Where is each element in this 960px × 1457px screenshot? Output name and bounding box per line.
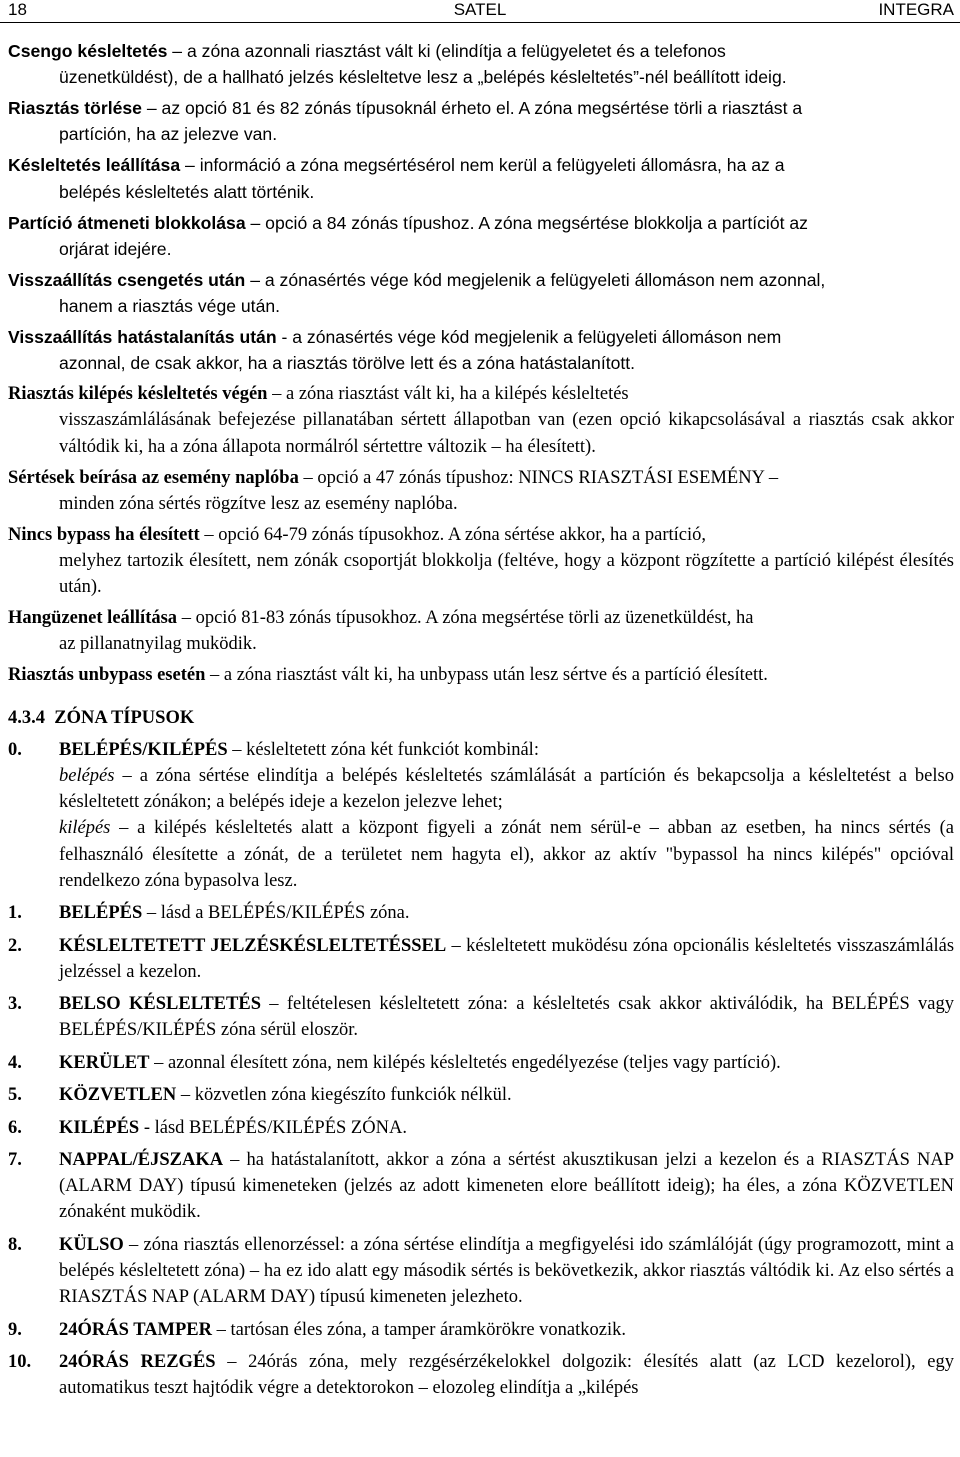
zone-type-number: 8. — [8, 1234, 22, 1255]
zone-type-item — [8, 1082, 954, 1108]
zone-type-separator: – — [176, 1085, 195, 1106]
definition-continuation: azonnal, de csak akkor, ha a riasztás törölve lett és a zóna hatástalanított. — [59, 353, 636, 374]
zone-type-separator: – — [261, 994, 287, 1015]
definition-text: a zóna riasztást vált ki, ha a kilépés késleltetés — [285, 384, 629, 405]
zone-type-separator: – — [215, 1351, 249, 1372]
definition-separator: – — [177, 608, 196, 629]
zone-type-number: 1. — [8, 903, 22, 924]
definition-separator: – — [180, 155, 200, 176]
page-content — [8, 38, 954, 1408]
zone-type-number: 9. — [8, 1319, 22, 1340]
definition-term: Partíció átmeneti blokkolása — [8, 212, 246, 233]
zone-type-description: közvetlen zóna kiegészíto funkciók nélkül. — [194, 1085, 512, 1106]
definition-term: Visszaállítás hatástalanítás után — [8, 327, 277, 348]
definition-continuation: melyhez tartozik élesített, nem zónák csoportját blokkolja (feltéve, hogy a központ rögzítette a partíció kilépést élesítés után). — [59, 551, 954, 598]
definition-continuation: üzenetküldést), de a hallható jelzés késleltetve lesz a „belépés késleltetés”-nél beállított ideig. — [59, 67, 787, 88]
definition-paragraph — [8, 38, 954, 90]
definition-term: Csengo késleltetés — [8, 41, 168, 61]
zone-type-number: 2. — [8, 935, 22, 956]
zone-type-name: BELÉPÉS — [59, 903, 143, 924]
zone-type-number: 10. — [8, 1351, 32, 1372]
definition-paragraph — [8, 267, 954, 319]
definition-separator: – — [141, 98, 162, 119]
zone-type-item — [8, 1317, 954, 1343]
zone-type-description: azonnal élesített zóna, nem kilépés késleltetés engedélyezése (teljes vagy partíció). — [167, 1052, 781, 1073]
zone-type-number: 0. — [8, 739, 22, 760]
sub-function-text: – a zóna sértése elindítja a belépés késleltetés számlálását a partíción és bekapcsolja a késleltetést a belso késleltetett zónákon; a belépés ideje a kezelon jelezve lehet; — [59, 766, 954, 813]
sub-function-term: kilépés — [59, 818, 111, 839]
zone-type-item — [8, 1147, 954, 1226]
sub-function-term: belépés — [59, 766, 115, 787]
zone-type-separator: – — [142, 903, 161, 924]
definition-paragraph — [8, 152, 954, 204]
header-brand: SATEL — [453, 0, 507, 19]
definition-separator: – — [205, 665, 224, 686]
zone-type-number: 7. — [8, 1150, 22, 1170]
zone-type-separator: – — [227, 739, 247, 760]
definition-separator: – — [199, 524, 219, 545]
definition-term: Riasztás törlése — [8, 98, 142, 119]
zone-type-description: 24órás zóna, mely rezgésérzékelokkel dolgozik: élesítés alatt (az LCD kezelorol), egy automatikus teszt hajtódik végre a detektorokon – elozoleg elindítja a „kilépés — [59, 1351, 954, 1399]
zone-type-name: KÖZVETLEN — [59, 1085, 177, 1106]
zone-type-description: ha hatástalanított, akkor a zóna a sértést akusztikusan jelzi a kezelon és a RIASZTÁS NAP (ALARM DAY) típusú kimeneteken (jelzés az adott kimeneten elore beállított ideig); ha éles, a zóna KÖZVETLEN zónaként muködik. — [59, 1150, 954, 1223]
zone-type-item — [8, 1349, 954, 1401]
definition-continuation: orjárat idejére. — [59, 238, 172, 259]
zone-type-item — [8, 1115, 954, 1141]
definition-text: opció a 84 zónás típushoz. A zóna megsértése blokkolja a partíciót az — [265, 212, 808, 233]
definition-paragraph — [8, 324, 954, 376]
zone-type-item — [8, 1050, 954, 1076]
page-header — [0, 0, 960, 23]
zone-type-separator: – — [211, 1319, 231, 1340]
sub-function-text: – a kilépés késleltetés alatt a központ figyeli a zónát nem sérül-e – abban az esetben, ha nincs sértés (a felhasználó élesítette a zónát, de a területet nem hagyta el), akkor az aktív "bypassol ha nincs kilépés" opcióval rendelkezo zóna bypasolva lesz. — [59, 818, 954, 891]
definition-continuation: partíción, ha az jelezve van. — [59, 124, 278, 145]
zone-type-item — [8, 933, 954, 985]
zone-type-list — [8, 737, 954, 1402]
definition-text: opció 64-79 zónás típusokhoz. A zóna sértése akkor, ha a partíció, — [218, 524, 707, 545]
definition-separator: – — [267, 384, 286, 405]
definition-continuation: visszaszámlálásának befejezése pillanatában sértett állapotban van (ezen opció kikapcsolásával a riasztás csak akkor váltódik ki, ha a zóna állapota normálról sértettre változik – ha élesített). — [59, 410, 954, 457]
section-title: ZÓNA TÍPUSOK — [54, 707, 195, 728]
definition-text: információ a zóna megsértésérol nem kerül a felügyeleti állomásra, ha az a — [199, 155, 785, 176]
zone-type-name: KÉSLELTETETT JELZÉSKÉSLELTETÉSSEL — [59, 935, 447, 956]
zone-type-description: lásd a BELÉPÉS/KILÉPÉS zóna. — [160, 903, 410, 924]
zone-type-description: lásd BELÉPÉS/KILÉPÉS ZÓNA. — [154, 1117, 407, 1138]
zone-type-name: KERÜLET — [59, 1052, 150, 1073]
definition-separator: – — [298, 467, 318, 488]
definition-text: opció 81-83 zónás típusokhoz. A zóna megsértése törli az üzenetküldést, ha — [195, 608, 754, 629]
zone-type-item — [8, 1232, 954, 1311]
zone-type-separator: - — [139, 1117, 155, 1138]
section-heading — [8, 705, 954, 731]
definition-text: a zónasértés vége kód megjelenik a felügyeleti állomáson nem — [292, 327, 782, 348]
definition-text: opció a 47 zónás típushoz: NINCS RIASZTÁSI ESEMÉNY – — [317, 467, 779, 488]
option-definitions — [8, 38, 954, 689]
zone-type-item — [8, 737, 954, 894]
definition-paragraph — [8, 522, 954, 601]
zone-type-number: 4. — [8, 1052, 22, 1073]
definition-text: a zóna riasztást vált ki, ha unbypass után lesz sértve és a partíció élesített. — [223, 665, 768, 686]
definition-paragraph — [8, 95, 954, 147]
zone-type-name: BELÉPÉS/KILÉPÉS — [59, 739, 228, 760]
definition-term: Hangüzenet leállítása — [8, 608, 178, 629]
definition-separator: - — [276, 327, 293, 348]
zone-type-item — [8, 900, 954, 926]
definition-separator: – — [167, 41, 187, 61]
zone-type-name: 24ÓRÁS TAMPER — [59, 1319, 212, 1340]
definition-continuation: az pillanatnyilag muködik. — [59, 634, 257, 655]
definition-text: az opció 81 és 82 zónás típusoknál érheto el. A zóna megsértése törli a riasztást a — [161, 98, 803, 119]
zone-type-separator: – — [149, 1052, 168, 1073]
zone-type-name: KILÉPÉS — [59, 1117, 140, 1138]
zone-type-number: 5. — [8, 1085, 22, 1106]
zone-type-number: 3. — [8, 994, 22, 1015]
zone-type-name: KÜLSO — [59, 1234, 124, 1255]
definition-term: Visszaállítás csengetés után — [8, 269, 246, 290]
definition-paragraph — [8, 465, 954, 517]
zone-type-separator: – — [223, 1150, 247, 1170]
definition-text: a zónasértés vége kód megjelenik a felügyeleti állomáson nem azonnal, — [264, 269, 826, 290]
zone-type-description: feltételesen késleltetett zóna: a késleltetés csak akkor aktiválódik, ha BELÉPÉS vagy BELÉPÉS/KILÉPÉS zóna sérül eloször. — [59, 994, 955, 1041]
zone-type-name: NAPPAL/ÉJSZAKA — [59, 1150, 224, 1170]
header-product: INTEGRA — [878, 0, 954, 19]
definition-term: Riasztás unbypass esetén — [8, 665, 206, 686]
page-number: 18 — [8, 0, 27, 19]
zone-type-separator: – — [446, 935, 467, 956]
zone-type-name: 24ÓRÁS REZGÉS — [59, 1351, 216, 1372]
definition-term: Sértések beírása az esemény naplóba — [8, 467, 299, 488]
definition-paragraph — [8, 605, 954, 657]
zone-type-item — [8, 991, 954, 1043]
definition-term: Nincs bypass ha élesített — [8, 524, 200, 545]
zone-sub-function — [59, 763, 954, 815]
zone-type-description: zóna riasztás ellenorzéssel: a zóna sértése elindítja a megfigyelési ido számlálóját (úgy programozott, mint a belépés késleltetett zóna) – ha ez ido alatt egy második sértés is bekövetkezik, akkor riasztás váltódik ki. Az elso sértés a RIASZTÁS NAP (ALARM DAY) típusú kimeneten jelezheto. — [59, 1234, 955, 1308]
definition-continuation: hanem a riasztás vége után. — [59, 296, 281, 317]
definition-paragraph — [8, 662, 954, 688]
definition-separator: – — [245, 269, 265, 290]
definition-paragraph — [8, 210, 954, 262]
definition-continuation: belépés késleltetés alatt történik. — [59, 181, 315, 202]
zone-type-description: késleltetett muködésu zóna opcionális késleltetés visszaszámlálás jelzéssel a kezelon. — [59, 935, 955, 982]
zone-type-name: BELSO KÉSLELTETÉS — [59, 994, 261, 1015]
zone-sub-function — [59, 815, 954, 894]
definition-paragraph — [8, 381, 954, 460]
definition-separator: – — [245, 212, 266, 233]
zone-type-separator: – — [123, 1234, 144, 1255]
definition-term: Késleltetés leállítása — [8, 155, 181, 176]
definition-term: Riasztás kilépés késleltetés végén — [8, 384, 268, 405]
zone-type-number: 6. — [8, 1117, 22, 1138]
section-number: 4.3.4 — [8, 707, 45, 728]
zone-type-description: tartósan éles zóna, a tamper áramkörökre vonatkozik. — [230, 1319, 627, 1340]
definition-text: a zóna azonnali riasztást vált ki (elindítja a felügyeletet és a telefonos — [186, 41, 726, 61]
definition-continuation: minden zóna sértés rögzítve lesz az esemény naplóba. — [59, 493, 458, 514]
zone-type-description: késleltetett zóna két funkciót kombinál: — [246, 739, 539, 760]
